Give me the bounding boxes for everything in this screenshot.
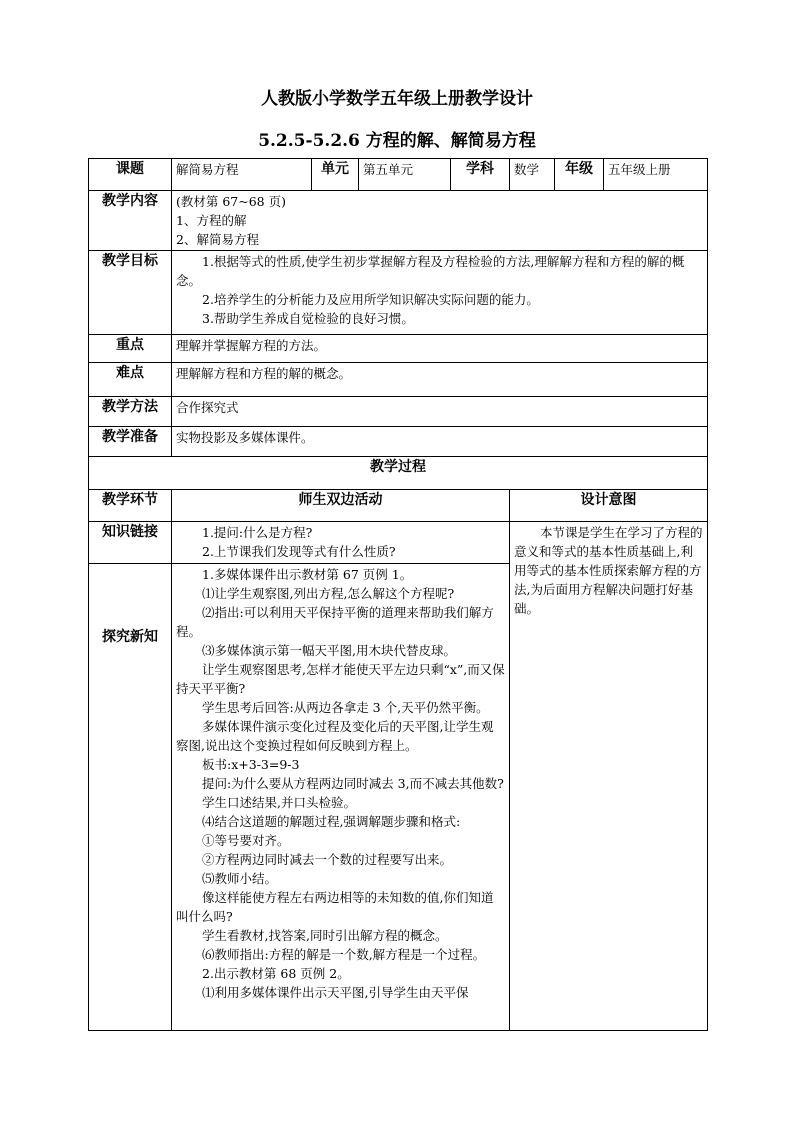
knowledge-link-label: 知识链接 (89, 522, 172, 564)
design-intent-cell (510, 522, 708, 1031)
activity-line: 提问:为什么要从方程两边同时减去 3,而不减去其他数? (202, 776, 504, 791)
prep-value: 实物投影及多媒体课件。 (172, 427, 708, 457)
activity-line: ⑹教师指出:方程的解是一个数,解方程是一个过程。 (202, 947, 486, 962)
knowledge-link-cell (172, 522, 510, 564)
process-heading-row (89, 457, 708, 490)
activity-line: 学生口述结果,并口头检验。 (202, 795, 356, 810)
activity-line: 2.上节课我们发现等式有什么性质? (202, 544, 396, 559)
grade-label: 年级 (555, 159, 604, 191)
key-point-row (89, 335, 708, 363)
activity-line: ②方程两边同时减去一个数的过程要写出来。 (202, 852, 453, 867)
activity-line: 1.提问:什么是方程? (202, 525, 313, 540)
explore-cell (172, 564, 510, 1031)
key-point-label: 重点 (89, 335, 172, 363)
board-writing: 板书:x+3-3=9-3 (202, 757, 300, 772)
goals-cell (172, 251, 708, 335)
activity-line: 多媒体课件演示变化过程及变化后的天平图,让学生观察图,说出这个变换过程如何反映到方程上。 (176, 719, 494, 753)
goals-label: 教学目标 (89, 251, 172, 335)
subject-label: 学科 (451, 159, 510, 191)
content-label: 教学内容 (89, 191, 172, 251)
content-cell (172, 191, 708, 251)
activity-line: ⑵指出:可以利用天平保持平衡的道理来帮助我们解方程。 (176, 605, 494, 639)
activity-line: 学生思考后回答:从两边各拿走 3 个,天平仍然平衡。 (202, 700, 489, 715)
difficulty-label: 难点 (89, 363, 172, 397)
prep-row (89, 427, 708, 457)
activity-line: ⑶多媒体演示第一幅天平图,用木块代替皮球。 (202, 643, 456, 658)
content-line: 2、解简易方程 (176, 232, 259, 247)
topic-value: 解简易方程 (172, 159, 312, 191)
method-value: 合作探究式 (172, 397, 708, 427)
activity-line: 像这样能使方程左右两边相等的未知数的值,你们知道叫什么吗? (176, 890, 494, 924)
knowledge-link-row (89, 522, 708, 564)
activity-line: 让学生观察图思考,怎样才能使天平左边只剩“x”,而又保持天平平衡? (176, 662, 505, 696)
unit-label: 单元 (312, 159, 359, 191)
document-subtitle: 5.2.5-5.2.6 方程的解、解简易方程 (258, 131, 536, 151)
goals-row (89, 251, 708, 335)
document-title: 人教版小学数学五年级上册教学设计 (261, 89, 533, 109)
key-point-value: 理解并掌握解方程的方法。 (172, 335, 708, 363)
info-row (89, 159, 708, 191)
activity-line: 2.出示教材第 68 页例 2。 (202, 966, 350, 981)
process-header-row (89, 490, 708, 522)
difficulty-value: 理解解方程和方程的解的概念。 (172, 363, 708, 397)
activity-line: 1.多媒体课件出示教材第 67 页例 1。 (202, 567, 413, 582)
topic-label: 课题 (89, 159, 172, 191)
lesson-plan-table (88, 158, 708, 1031)
intent-column-header: 设计意图 (510, 490, 708, 522)
content-row (89, 191, 708, 251)
design-intent-text: 本节课是学生在学习了方程的意义和等式的基本性质基础上,利用等式的基本性质探索解方程的方法,为后面用方程解决问题打好基础。 (514, 525, 703, 616)
activity-column-header: 师生双边活动 (172, 490, 510, 522)
stage-column-header: 教学环节 (89, 490, 172, 522)
activity-line: ⑷结合这道题的解题过程,强调解题步骤和格式: (202, 814, 461, 829)
prep-label: 教学准备 (89, 427, 172, 457)
content-line: (教材第 67~68 页) (176, 194, 286, 209)
method-row (89, 397, 708, 427)
activity-line: 学生看教材,找答案,同时引出解方程的概念。 (202, 928, 448, 943)
goal-line: 1.根据等式的性质,使学生初步掌握解方程及方程检验的方法,理解解方程和方程的解的概念。 (176, 254, 685, 288)
grade-value: 五年级上册 (604, 159, 708, 191)
activity-line: ⑸教师小结。 (202, 871, 278, 886)
unit-value: 第五单元 (359, 159, 451, 191)
activity-line: ⑴让学生观察图,列出方程,怎么解这个方程呢? (202, 586, 455, 601)
explore-label: 探究新知 (89, 564, 172, 1031)
difficulty-row (89, 363, 708, 397)
process-heading: 教学过程 (89, 457, 708, 490)
content-line: 1、方程的解 (176, 213, 247, 228)
subject-value: 数学 (510, 159, 555, 191)
goal-line: 3.帮助学生养成自觉检验的良好习惯。 (202, 311, 414, 326)
activity-line: ①等号要对齐。 (202, 833, 290, 848)
activity-line: ⑴利用多媒体课件出示天平图,引导学生由天平保 (202, 985, 469, 1000)
method-label: 教学方法 (89, 397, 172, 427)
goal-line: 2.培养学生的分析能力及应用所学知识解决实际问题的能力。 (202, 292, 539, 307)
